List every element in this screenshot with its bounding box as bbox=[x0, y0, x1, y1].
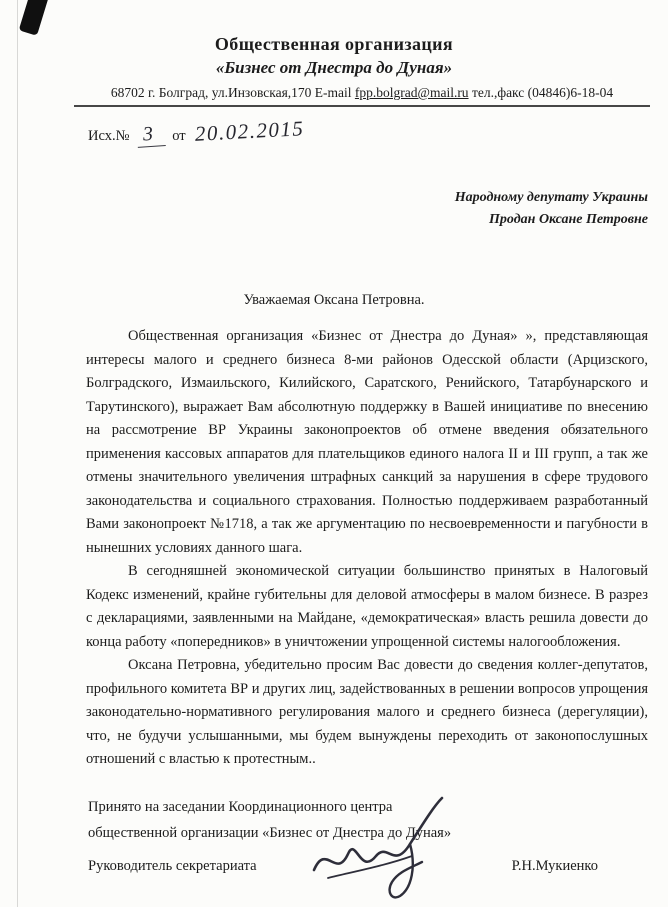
organization-name: «Бизнес от Днестра до Дуная» bbox=[215, 58, 453, 77]
signature-row bbox=[88, 858, 598, 875]
signer-name: Р.Н.Мукиенко bbox=[511, 858, 598, 874]
salutation: Уважаемая Оксана Петровна. bbox=[243, 292, 425, 309]
letter-body bbox=[86, 325, 648, 772]
body-paragraph-3: Оксана Петровна, убедительно просим Вас довести до сведения коллег-депутатов, профильного комитета ВР и других лиц, задействованных в решении вопросов упрощения законодательно-нормативного регулирования малого и среднего бизнеса (дерегуляции), что, не будучи услышанными, мы будем вынуждены переходить от законопослушных отношений с властью к протестным.. bbox=[86, 657, 648, 768]
reference-mid-label: от bbox=[172, 128, 186, 144]
letterhead-address-line bbox=[74, 85, 650, 107]
closing-line-2: общественной организации «Бизнес от Днестра до Дуная» bbox=[88, 824, 452, 841]
organization-type: Общественная организация bbox=[214, 34, 454, 54]
body-paragraph-1: Общественная организация «Бизнес от Днестра до Дуная» », представляющая интересы малого и среднего бизнеса 8-ми районов Одесской области (Арцизского, Болградского, Измаильского, Килийского, Саратского, Ренийского, Татарбунарского и Тарутинского), выражает Вам абсолютную поддержку в Вашей инициативе по внесению на рассмотрение ВР Украины законопроектов об отмене введения обязательного применения кассовых аппаратов для плательщиков единого налога II и III групп, а так же отмены значительного увеличения штрафных санкций за нарушения в сфере трудового законодательства и социального страхования. Полностью поддерживаем разработанный Вами законопроект №1718, а так же аргументацию по несвоевременности и пагубности в нынешних условиях данного шага. bbox=[86, 328, 648, 556]
phone-fax-text: тел.,факс (04846)6-18-04 bbox=[468, 85, 614, 100]
closing-line-1: Принято на заседании Координационного центра bbox=[88, 798, 393, 815]
recipient-block bbox=[0, 187, 648, 230]
signer-position: Руководитель секретариата bbox=[88, 858, 257, 874]
body-paragraph-2: В сегодняшней экономической ситуации большинство принятых в Налоговый Кодекс изменений, крайне губительны для деловой атмосферы в малом бизнесе. В разрез с декларациями, заявленными на Майдане, «демократическая» власть решила довести до конца работу «попередников» в уничтожении упрощенной системы налогообложения. bbox=[86, 563, 648, 650]
address-text: 68702 г. Болград, ул.Инзовская,170 E-mail bbox=[110, 85, 355, 100]
letterhead bbox=[0, 0, 668, 107]
recipient-line-2: Продан Оксане Петровне bbox=[489, 211, 648, 227]
email-address: fpp.bolgrad@mail.ru bbox=[354, 85, 469, 100]
handwritten-date: 20.02.2015 bbox=[194, 116, 306, 146]
scan-edge-line bbox=[17, 0, 18, 907]
outgoing-reference-line bbox=[88, 116, 668, 147]
handwritten-signature bbox=[292, 792, 467, 904]
recipient-line-1: Народному депутату Украины bbox=[454, 190, 648, 205]
reference-label: Исх.№ bbox=[88, 128, 130, 144]
handwritten-reference-number: 3 bbox=[136, 122, 165, 148]
